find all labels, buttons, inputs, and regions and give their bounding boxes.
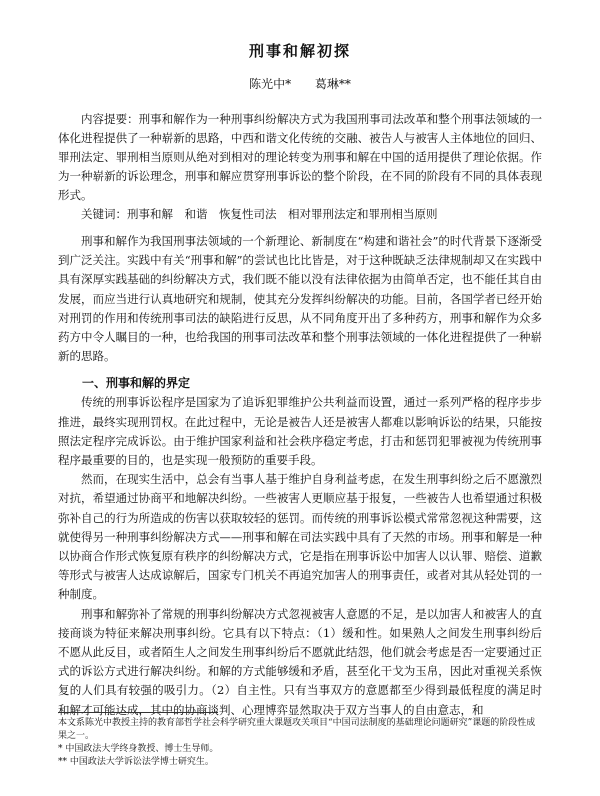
keywords-label: 关键词：: [81, 207, 127, 221]
author-line: [58, 75, 542, 92]
abstract-label: 内容提要：: [81, 112, 139, 126]
body-text: [58, 232, 542, 720]
keywords-terms: 刑事和解 和谐 恢复性司法 相对罪刑法定和罪刑相当原则: [127, 207, 438, 221]
author-name: 陈光中*: [249, 77, 292, 91]
keywords: [58, 205, 542, 224]
body-paragraph: 刑事和解弥补了常规的刑事纠纷解决方式忽视被害人意愿的不足，是以加害人和被害人的直接商谈为特征来解决刑事纠纷。它具有以下特点：（1）缓和性。如果熟人之间发生刑事纠纷后不愿从此反目，或者陌生人之间发生刑事纠纷后不愿就此结怨，他们就会考虑是否一定要通过正式的诉讼方式进行解决纠纷。和解的方式能够缓和矛盾，甚至化干戈为玉帛，因此对重视关系恢复的人们具有较强的吸引力。（2）自主性。只有当事双方的意愿都至少得到最低程度的满足时和解才可能达成，其中的协商谈判、心理博弈显然取决于双方当事人的自由意志，和: [58, 606, 542, 717]
footnote-rule: [58, 712, 218, 713]
abstract: [58, 110, 542, 205]
abstract-paragraph: [58, 110, 542, 205]
intro-paragraph: 刑事和解作为我国刑事法领域的一个新理论、新制度在“构建和谐社会”的时代背景下逐渐受到广泛关注。实践中有关“刑事和解”的尝试也比比皆是，对于这种既缺乏法律规制却又在实践中具有深厚实践基础的纠纷解决方式，我们既不能以没有法律依据为由简单否定，也不能任其自由发展，而应当进行认真地研究和规制，使其充分发挥纠纷解决的功能。目前，各国学者已经开始对刑罚的作用和传统刑事司法的缺陷进行反思，从不同角度开出了多种药方，刑事和解作为众多药方中令人瞩目的一种，也给我国的刑事司法改革和整个刑事法领域的一体化进程提供了一种崭新的思路。: [58, 234, 542, 364]
footnote: * 中国政法大学终身教授、博士生导师。: [58, 744, 219, 754]
author-name: 葛琳**: [314, 77, 351, 91]
section-heading: 一、刑事和解的界定: [82, 376, 191, 391]
body-paragraph: 传统的刑事诉讼程序是国家为了追诉犯罪维护公共利益而设置，通过一系列严格的程序步步推进，最终实现刑罚权。在此过程中，无论是被告人还是被害人都难以影响诉讼的结果，只能按照法定程序完成诉讼。由于维护国家利益和社会秩序稳定考虑，打击和惩罚犯罪被视为传统刑事程序最重要的目的，也是实现一般预防的重要手段。: [58, 395, 542, 468]
abstract-text: 刑事和解作为一种刑事纠纷解决方式为我国刑事司法改革和整个刑事法领域的一体化进程提供了一种崭新的思路，中西和谐文化传统的交融、被告人与被害人主体地位的回归、罪刑法定、罪刑相当原则从绝对到相对的理论转变为刑事和解在中国的适用提供了理论依据。作为一种崭新的诉讼理念，刑事和解应贯穿刑事诉讼的整个阶段，在不同的阶段有不同的具体表现形式。: [58, 112, 543, 202]
footnote: 本文系陈光中教授主持的教育部哲学社会科学研究重大课题攻关项目“中国司法制度的基础理论问题研究”课题的阶段性成果之一。: [58, 718, 536, 741]
paper-title: 刑事和解初探: [248, 42, 351, 60]
body-paragraph: 然而，在现实生活中，总会有当事人基于维护自身利益考虑，在发生刑事纠纷之后不愿激烈对抗，希望通过协商平和地解决纠纷。一些被害人更顺应基于报复，一些被告人也希望通过积极弥补自己的行为所造成的伤害以获取较轻的惩罚。而传统的刑事诉讼模式常常忽视这种需要，这就使得另一种刑事纠纷解决方式——刑事和解在司法实践中具有了天然的市场。刑事和解是一种以协商合作形式恢复原有秩序的纠纷解决方式，它是指在刑事诉讼中加害人以认罪、赔偿、道歉等形式与被害人达成谅解后，国家专门机关不再追究加害人的刑事责任，或者对其从轻处罚的一种制度。: [58, 472, 542, 602]
footnotes: [58, 712, 542, 769]
footnote: ** 中国政法大学诉讼法学博士研究生。: [58, 757, 214, 767]
